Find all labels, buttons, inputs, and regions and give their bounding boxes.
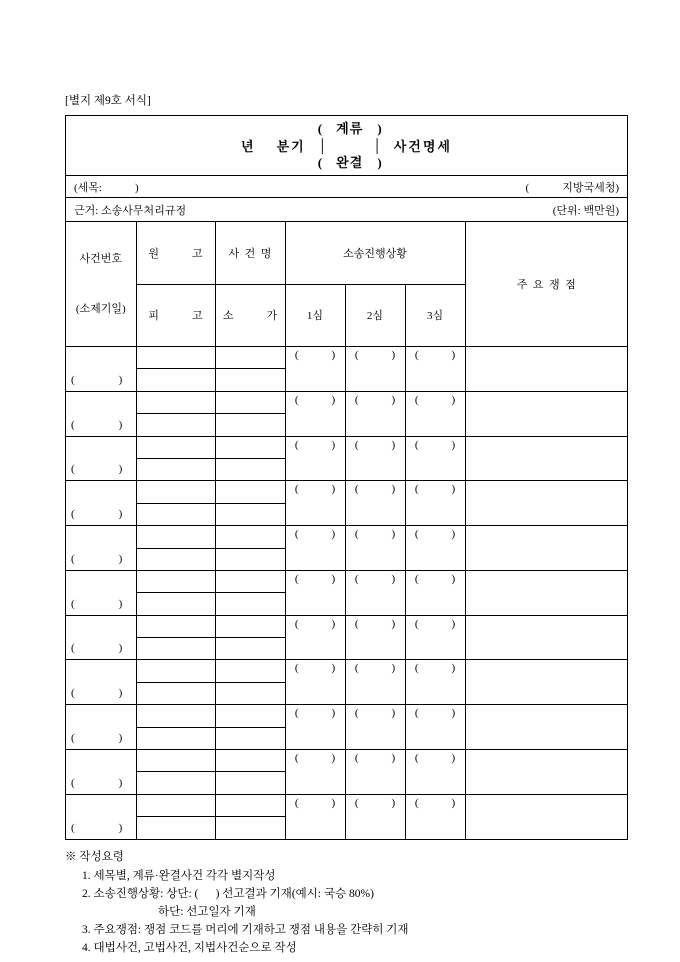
note-item: 2. 소송진행상황: 상단: ( ) 선고결과 기재(예시: 국승 80%) — [82, 888, 374, 901]
case-number-cell: ( ) — [66, 481, 136, 526]
header-filing-date-label: (소제기일) — [75, 303, 126, 315]
instructions — [65, 848, 628, 957]
plaintiff-cell — [136, 570, 215, 592]
plaintiff-cell — [136, 750, 215, 772]
brace-open-bottom-icon: ( — [317, 155, 323, 170]
main-issues-cell — [465, 615, 627, 660]
header-main-issues: 주 요 쟁 점 — [465, 222, 627, 347]
note-item: 하단: 선고일자 기재 — [158, 906, 256, 919]
header-case-name: 사 건 명 — [215, 222, 285, 284]
trial-2-cell: ( ) — [345, 347, 405, 392]
plaintiff-cell — [136, 615, 215, 637]
case-table-header — [66, 222, 627, 347]
brace-open-top-icon: ( — [317, 121, 323, 136]
case-name-cell — [215, 660, 285, 682]
notes-list — [65, 867, 628, 957]
defendant-cell — [136, 369, 215, 391]
note-item: 1. 세목별, 계류·완결사건 각각 별지작성 — [82, 870, 276, 883]
note-item: 3. 주요쟁점: 쟁점 코드를 머리에 기재하고 쟁점 내용을 간략히 기재 — [82, 924, 409, 937]
defendant-cell — [136, 772, 215, 794]
defendant-cell — [136, 727, 215, 749]
amount-cell — [215, 638, 285, 660]
brace-top-row — [318, 120, 382, 137]
case-number-cell: ( ) — [66, 750, 136, 795]
main-issues-cell — [465, 526, 627, 571]
amount-cell — [215, 458, 285, 480]
defendant-cell — [136, 817, 215, 839]
case-table-body — [66, 347, 627, 840]
plaintiff-cell — [136, 347, 215, 369]
trial-2-cell: ( ) — [345, 436, 405, 481]
trial-3-cell: ( ) — [405, 750, 465, 795]
defendant-cell — [136, 458, 215, 480]
header-case-number — [66, 222, 136, 347]
main-issues-cell — [465, 660, 627, 705]
trial-3-cell: ( ) — [405, 391, 465, 436]
title-prefix: 년 분기 — [241, 139, 306, 154]
amount-cell — [215, 682, 285, 704]
header-trial-3: 3심 — [405, 284, 465, 346]
case-number-cell: ( ) — [66, 347, 136, 392]
trial-3-cell: ( ) — [405, 436, 465, 481]
case-name-cell — [215, 570, 285, 592]
main-issues-cell — [465, 794, 627, 839]
amount-cell — [215, 414, 285, 436]
header-case-number-label: 사건번호 — [79, 253, 122, 265]
plaintiff-cell — [136, 705, 215, 727]
trial-2-cell: ( ) — [345, 526, 405, 571]
plaintiff-cell — [136, 660, 215, 682]
plaintiff-cell — [136, 436, 215, 458]
case-name-cell — [215, 481, 285, 503]
main-issues-cell — [465, 481, 627, 526]
amount-cell — [215, 772, 285, 794]
defendant-cell — [136, 638, 215, 660]
instructions-heading: ※ 작성요령 — [65, 851, 124, 864]
trial-2-cell: ( ) — [345, 481, 405, 526]
trial-2-cell: ( ) — [345, 570, 405, 615]
main-issues-cell — [465, 347, 627, 392]
form-box — [65, 115, 628, 840]
case-number-cell: ( ) — [66, 526, 136, 571]
plaintiff-cell — [136, 794, 215, 816]
case-name-cell — [215, 750, 285, 772]
header-defendant: 피 고 — [136, 284, 215, 346]
trial-3-cell: ( ) — [405, 705, 465, 750]
legal-basis-text: 근거: 소송사무처리규정 — [74, 204, 187, 217]
header-progress: 소송진행상황 — [285, 222, 465, 284]
trial-1-cell: ( ) — [285, 347, 345, 392]
trial-1-cell: ( ) — [285, 570, 345, 615]
amount-cell — [215, 369, 285, 391]
trial-3-cell: ( ) — [405, 615, 465, 660]
trial-1-cell: ( ) — [285, 436, 345, 481]
trial-1-cell: ( ) — [285, 615, 345, 660]
main-issues-cell — [465, 750, 627, 795]
trial-3-cell: ( ) — [405, 660, 465, 705]
trial-1-cell: ( ) — [285, 481, 345, 526]
case-name-cell — [215, 705, 285, 727]
header-amount: 소 가 — [215, 284, 285, 346]
brace-middle-row — [318, 137, 382, 154]
defendant-cell — [136, 593, 215, 615]
trial-2-cell: ( ) — [345, 794, 405, 839]
case-number-cell: ( ) — [66, 391, 136, 436]
case-name-cell — [215, 615, 285, 637]
defendant-cell — [136, 414, 215, 436]
plaintiff-cell — [136, 526, 215, 548]
header-trial-1: 1심 — [285, 284, 345, 346]
trial-2-cell: ( ) — [345, 391, 405, 436]
trial-3-cell: ( ) — [405, 794, 465, 839]
main-issues-cell — [465, 391, 627, 436]
trial-1-cell: ( ) — [285, 660, 345, 705]
title-suffix: 사건명세 — [393, 139, 452, 154]
case-number-cell: ( ) — [66, 570, 136, 615]
trial-1-cell: ( ) — [285, 750, 345, 795]
main-issues-cell — [465, 436, 627, 481]
case-table — [66, 222, 627, 839]
brace-bar-right-icon: │ — [372, 138, 382, 153]
main-issues-cell — [465, 705, 627, 750]
case-name-cell — [215, 436, 285, 458]
form-label: [별지 제9호 서식] — [65, 95, 151, 107]
amount-cell — [215, 548, 285, 570]
trial-2-cell: ( ) — [345, 750, 405, 795]
header-trial-2: 2심 — [345, 284, 405, 346]
case-number-cell: ( ) — [66, 660, 136, 705]
case-number-cell: ( ) — [66, 615, 136, 660]
case-name-cell — [215, 526, 285, 548]
meta-row-basis — [66, 198, 627, 222]
case-name-cell — [215, 794, 285, 816]
meta-row-tax-item — [66, 176, 627, 198]
case-name-cell — [215, 347, 285, 369]
note-item: 4. 대법사건, 고법사건, 지법사건순으로 작성 — [82, 942, 297, 955]
case-name-cell — [215, 391, 285, 413]
title-option-pending: 계류 — [336, 121, 364, 136]
defendant-cell — [136, 548, 215, 570]
brace-close-bottom-icon: ) — [377, 155, 382, 170]
regional-office-field: ( 지방국세청) — [525, 181, 619, 194]
main-issues-cell — [465, 570, 627, 615]
trial-1-cell: ( ) — [285, 391, 345, 436]
brace-bar-left-icon: │ — [317, 138, 327, 153]
trial-3-cell: ( ) — [405, 526, 465, 571]
case-number-cell: ( ) — [66, 794, 136, 839]
case-number-cell: ( ) — [66, 436, 136, 481]
trial-2-cell: ( ) — [345, 615, 405, 660]
trial-2-cell: ( ) — [345, 660, 405, 705]
trial-1-cell: ( ) — [285, 526, 345, 571]
header-plaintiff: 원 고 — [136, 222, 215, 284]
trial-3-cell: ( ) — [405, 481, 465, 526]
plaintiff-cell — [136, 391, 215, 413]
title-option-completed: 완결 — [336, 155, 364, 170]
tax-item-field: (세목: ) — [74, 181, 139, 194]
trial-3-cell: ( ) — [405, 347, 465, 392]
trial-2-cell: ( ) — [345, 705, 405, 750]
brace-close-top-icon: ) — [377, 121, 382, 136]
defendant-cell — [136, 503, 215, 525]
case-number-cell: ( ) — [66, 705, 136, 750]
unit-text: (단위: 백만원) — [552, 204, 619, 217]
trial-1-cell: ( ) — [285, 705, 345, 750]
amount-cell — [215, 817, 285, 839]
trial-1-cell: ( ) — [285, 794, 345, 839]
defendant-cell — [136, 682, 215, 704]
plaintiff-cell — [136, 481, 215, 503]
brace-bottom-row — [318, 154, 382, 171]
trial-3-cell: ( ) — [405, 570, 465, 615]
amount-cell — [215, 727, 285, 749]
form-title — [66, 116, 627, 176]
title-brace — [318, 120, 382, 171]
amount-cell — [215, 593, 285, 615]
amount-cell — [215, 503, 285, 525]
